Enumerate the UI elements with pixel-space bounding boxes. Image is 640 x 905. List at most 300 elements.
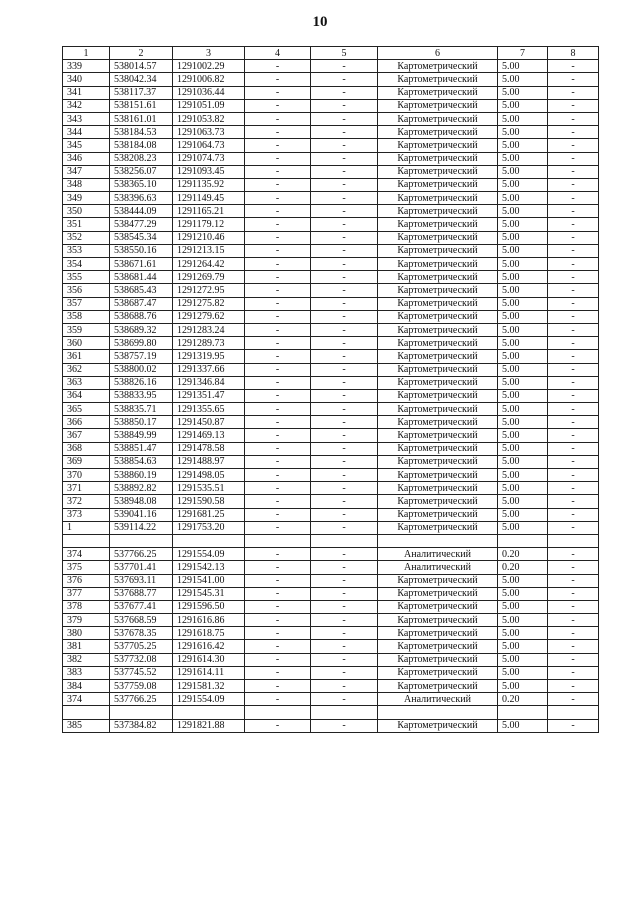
table-row (63, 126, 599, 139)
column-4-cell: - (245, 192, 311, 205)
column-4-cell: - (245, 666, 311, 679)
x-coordinate-cell: 538688.76 (110, 310, 173, 323)
column-8-cell: - (548, 521, 599, 534)
column-5-cell: - (311, 680, 378, 693)
column-5-cell: - (311, 640, 378, 653)
accuracy-cell: 5.00 (498, 600, 548, 613)
point-number-cell: 371 (63, 482, 110, 495)
table-row (63, 666, 599, 679)
column-4-cell: - (245, 99, 311, 112)
column-4-cell: - (245, 271, 311, 284)
table-row (63, 323, 599, 336)
y-coordinate-cell: 1291478.58 (173, 442, 245, 455)
table-row (63, 192, 599, 205)
accuracy-cell: 5.00 (498, 376, 548, 389)
method-cell: Аналитический (378, 548, 498, 561)
method-cell: Картометрический (378, 508, 498, 521)
column-4-cell: - (245, 337, 311, 350)
column-5-cell: - (311, 350, 378, 363)
x-coordinate-cell: 538151.61 (110, 99, 173, 112)
x-coordinate-cell: 538826.16 (110, 376, 173, 389)
column-4-cell: - (245, 455, 311, 468)
column-4-cell: - (245, 363, 311, 376)
method-cell: Картометрический (378, 323, 498, 336)
table-row (63, 271, 599, 284)
method-cell: Картометрический (378, 640, 498, 653)
y-coordinate-cell: 1291616.86 (173, 614, 245, 627)
x-coordinate-cell: 538550.16 (110, 244, 173, 257)
point-number-cell: 382 (63, 653, 110, 666)
empty-cell (245, 706, 311, 719)
method-cell: Картометрический (378, 653, 498, 666)
point-number-cell: 352 (63, 231, 110, 244)
method-cell: Картометрический (378, 442, 498, 455)
table-row (63, 627, 599, 640)
column-5-cell: - (311, 666, 378, 679)
y-coordinate-cell: 1291051.09 (173, 99, 245, 112)
column-8-cell: - (548, 640, 599, 653)
point-number-cell: 365 (63, 403, 110, 416)
x-coordinate-cell: 539041.16 (110, 508, 173, 521)
column-5-cell: - (311, 192, 378, 205)
y-coordinate-cell: 1291753.20 (173, 521, 245, 534)
column-4-cell: - (245, 403, 311, 416)
column-4-cell: - (245, 495, 311, 508)
empty-cell (173, 706, 245, 719)
column-4-cell: - (245, 231, 311, 244)
x-coordinate-cell: 537678.35 (110, 627, 173, 640)
y-coordinate-cell: 1291581.32 (173, 680, 245, 693)
column-8-cell: - (548, 244, 599, 257)
y-coordinate-cell: 1291351.47 (173, 389, 245, 402)
column-8-cell: - (548, 350, 599, 363)
method-cell: Картометрический (378, 244, 498, 257)
column-8-cell: - (548, 508, 599, 521)
y-coordinate-cell: 1291488.97 (173, 455, 245, 468)
column-4-cell: - (245, 508, 311, 521)
column-5-cell: - (311, 693, 378, 706)
x-coordinate-cell: 537766.25 (110, 693, 173, 706)
method-cell: Картометрический (378, 271, 498, 284)
column-5-cell: - (311, 218, 378, 231)
column-5-cell: - (311, 574, 378, 587)
table-row (63, 99, 599, 112)
table-row (63, 521, 599, 534)
y-coordinate-cell: 1291614.11 (173, 666, 245, 679)
point-number-cell: 346 (63, 152, 110, 165)
point-number-cell: 348 (63, 178, 110, 191)
column-5-cell: - (311, 337, 378, 350)
y-coordinate-cell: 1291002.29 (173, 60, 245, 73)
column-5-cell: - (311, 152, 378, 165)
column-4-cell: - (245, 389, 311, 402)
table-row (63, 178, 599, 191)
column-8-cell: - (548, 693, 599, 706)
column-8-cell: - (548, 73, 599, 86)
method-cell: Картометрический (378, 587, 498, 600)
accuracy-cell: 5.00 (498, 192, 548, 205)
column-8-cell: - (548, 310, 599, 323)
column-8-cell: - (548, 192, 599, 205)
method-cell: Картометрический (378, 152, 498, 165)
table-row (63, 112, 599, 125)
method-cell: Картометрический (378, 139, 498, 152)
point-number-cell: 385 (63, 719, 110, 732)
point-number-cell: 355 (63, 271, 110, 284)
empty-cell (548, 706, 599, 719)
column-8-cell: - (548, 205, 599, 218)
accuracy-cell: 5.00 (498, 86, 548, 99)
x-coordinate-cell: 538854.63 (110, 455, 173, 468)
method-cell: Картометрический (378, 469, 498, 482)
column-4-cell: - (245, 640, 311, 653)
point-number-cell: 356 (63, 284, 110, 297)
accuracy-cell: 5.00 (498, 112, 548, 125)
point-number-cell: 384 (63, 680, 110, 693)
column-4-cell: - (245, 469, 311, 482)
column-4-cell: - (245, 376, 311, 389)
point-number-cell: 361 (63, 350, 110, 363)
column-5-cell: - (311, 429, 378, 442)
column-4-cell: - (245, 653, 311, 666)
point-number-cell: 380 (63, 627, 110, 640)
x-coordinate-cell: 538850.17 (110, 416, 173, 429)
x-coordinate-cell: 537705.25 (110, 640, 173, 653)
point-number-cell: 362 (63, 363, 110, 376)
table-row (63, 455, 599, 468)
column-4-cell: - (245, 152, 311, 165)
method-cell: Картометрический (378, 403, 498, 416)
accuracy-cell: 5.00 (498, 297, 548, 310)
x-coordinate-cell: 538256.07 (110, 165, 173, 178)
point-number-cell: 373 (63, 508, 110, 521)
column-4-cell: - (245, 310, 311, 323)
accuracy-cell: 5.00 (498, 653, 548, 666)
point-number-cell: 383 (63, 666, 110, 679)
point-number-cell: 364 (63, 389, 110, 402)
method-cell: Картометрический (378, 627, 498, 640)
empty-cell (311, 706, 378, 719)
column-8-cell: - (548, 614, 599, 627)
page-number: 10 (312, 14, 328, 30)
table-row (63, 561, 599, 574)
point-number-cell: 349 (63, 192, 110, 205)
point-number-cell: 344 (63, 126, 110, 139)
x-coordinate-cell: 537759.08 (110, 680, 173, 693)
x-coordinate-cell: 538396.63 (110, 192, 173, 205)
table-row (63, 337, 599, 350)
column-8-cell: - (548, 495, 599, 508)
y-coordinate-cell: 1291542.13 (173, 561, 245, 574)
method-cell: Картометрический (378, 60, 498, 73)
column-header: 8 (548, 47, 599, 60)
column-4-cell: - (245, 139, 311, 152)
method-cell: Картометрический (378, 205, 498, 218)
point-number-cell: 381 (63, 640, 110, 653)
column-5-cell: - (311, 495, 378, 508)
x-coordinate-cell: 538835.71 (110, 403, 173, 416)
column-5-cell: - (311, 376, 378, 389)
table-row (63, 60, 599, 73)
column-header: 5 (311, 47, 378, 60)
empty-cell (498, 534, 548, 547)
y-coordinate-cell: 1291614.30 (173, 653, 245, 666)
accuracy-cell: 0.20 (498, 693, 548, 706)
x-coordinate-cell: 538208.23 (110, 152, 173, 165)
accuracy-cell: 0.20 (498, 548, 548, 561)
column-4-cell: - (245, 86, 311, 99)
accuracy-cell: 5.00 (498, 627, 548, 640)
column-8-cell: - (548, 231, 599, 244)
x-coordinate-cell: 538699.80 (110, 337, 173, 350)
column-8-cell: - (548, 284, 599, 297)
y-coordinate-cell: 1291179.12 (173, 218, 245, 231)
table-row (63, 719, 599, 732)
point-number-cell: 351 (63, 218, 110, 231)
column-8-cell: - (548, 60, 599, 73)
x-coordinate-cell: 538948.08 (110, 495, 173, 508)
column-8-cell: - (548, 561, 599, 574)
column-8-cell: - (548, 297, 599, 310)
y-coordinate-cell: 1291355.65 (173, 403, 245, 416)
method-cell: Картометрический (378, 350, 498, 363)
point-number-cell: 378 (63, 600, 110, 613)
y-coordinate-cell: 1291135.92 (173, 178, 245, 191)
column-5-cell: - (311, 297, 378, 310)
method-cell: Картометрический (378, 416, 498, 429)
point-number-cell: 341 (63, 86, 110, 99)
x-coordinate-cell: 538685.43 (110, 284, 173, 297)
empty-cell (311, 534, 378, 547)
column-4-cell: - (245, 561, 311, 574)
column-header: 4 (245, 47, 311, 60)
method-cell: Картометрический (378, 99, 498, 112)
column-4-cell: - (245, 205, 311, 218)
column-5-cell: - (311, 719, 378, 732)
column-8-cell: - (548, 218, 599, 231)
y-coordinate-cell: 1291053.82 (173, 112, 245, 125)
accuracy-cell: 5.00 (498, 666, 548, 679)
point-number-cell: 377 (63, 587, 110, 600)
accuracy-cell: 5.00 (498, 178, 548, 191)
column-5-cell: - (311, 416, 378, 429)
empty-cell (173, 534, 245, 547)
column-4-cell: - (245, 297, 311, 310)
column-8-cell: - (548, 363, 599, 376)
point-number-cell: 347 (63, 165, 110, 178)
method-cell: Картометрический (378, 429, 498, 442)
column-8-cell: - (548, 680, 599, 693)
method-cell: Картометрический (378, 258, 498, 271)
column-4-cell: - (245, 442, 311, 455)
column-5-cell: - (311, 614, 378, 627)
method-cell: Аналитический (378, 561, 498, 574)
column-8-cell: - (548, 574, 599, 587)
y-coordinate-cell: 1291545.31 (173, 587, 245, 600)
column-5-cell: - (311, 587, 378, 600)
point-number-cell: 350 (63, 205, 110, 218)
table-row (63, 508, 599, 521)
column-5-cell: - (311, 139, 378, 152)
accuracy-cell: 5.00 (498, 60, 548, 73)
method-cell: Картометрический (378, 112, 498, 125)
accuracy-cell: 5.00 (498, 139, 548, 152)
y-coordinate-cell: 1291498.05 (173, 469, 245, 482)
y-coordinate-cell: 1291337.66 (173, 363, 245, 376)
y-coordinate-cell: 1291279.62 (173, 310, 245, 323)
column-5-cell: - (311, 244, 378, 257)
table-row (63, 152, 599, 165)
accuracy-cell: 5.00 (498, 574, 548, 587)
accuracy-cell: 5.00 (498, 640, 548, 653)
column-5-cell: - (311, 561, 378, 574)
point-number-cell: 367 (63, 429, 110, 442)
y-coordinate-cell: 1291596.50 (173, 600, 245, 613)
column-8-cell: - (548, 653, 599, 666)
column-8-cell: - (548, 139, 599, 152)
y-coordinate-cell: 1291590.58 (173, 495, 245, 508)
method-cell: Картометрический (378, 600, 498, 613)
column-4-cell: - (245, 416, 311, 429)
y-coordinate-cell: 1291165.21 (173, 205, 245, 218)
column-5-cell: - (311, 126, 378, 139)
column-5-cell: - (311, 508, 378, 521)
accuracy-cell: 5.00 (498, 429, 548, 442)
column-8-cell: - (548, 112, 599, 125)
point-number-cell: 342 (63, 99, 110, 112)
x-coordinate-cell: 538161.01 (110, 112, 173, 125)
y-coordinate-cell: 1291063.73 (173, 126, 245, 139)
x-coordinate-cell: 538892.82 (110, 482, 173, 495)
y-coordinate-cell: 1291074.73 (173, 152, 245, 165)
column-5-cell: - (311, 205, 378, 218)
y-coordinate-cell: 1291618.75 (173, 627, 245, 640)
point-number-cell: 374 (63, 548, 110, 561)
column-8-cell: - (548, 548, 599, 561)
column-8-cell: - (548, 482, 599, 495)
table-row (63, 389, 599, 402)
table-row (63, 258, 599, 271)
point-number-cell: 372 (63, 495, 110, 508)
method-cell: Картометрический (378, 495, 498, 508)
accuracy-cell: 5.00 (498, 271, 548, 284)
empty-cell (63, 534, 110, 547)
table-spacer-row (63, 706, 599, 719)
x-coordinate-cell: 537677.41 (110, 600, 173, 613)
y-coordinate-cell: 1291283.24 (173, 323, 245, 336)
table-row (63, 482, 599, 495)
column-5-cell: - (311, 600, 378, 613)
y-coordinate-cell: 1291346.84 (173, 376, 245, 389)
x-coordinate-cell: 538545.34 (110, 231, 173, 244)
column-8-cell: - (548, 323, 599, 336)
column-5-cell: - (311, 165, 378, 178)
table-spacer-row (63, 534, 599, 547)
point-number-cell: 359 (63, 323, 110, 336)
column-4-cell: - (245, 258, 311, 271)
point-number-cell: 363 (63, 376, 110, 389)
method-cell: Картометрический (378, 192, 498, 205)
column-8-cell: - (548, 86, 599, 99)
column-4-cell: - (245, 587, 311, 600)
method-cell: Картометрический (378, 389, 498, 402)
accuracy-cell: 5.00 (498, 284, 548, 297)
x-coordinate-cell: 538444.09 (110, 205, 173, 218)
method-cell: Картометрический (378, 165, 498, 178)
column-8-cell: - (548, 376, 599, 389)
column-5-cell: - (311, 73, 378, 86)
x-coordinate-cell: 539114.22 (110, 521, 173, 534)
column-5-cell: - (311, 653, 378, 666)
column-8-cell: - (548, 258, 599, 271)
point-number-cell: 357 (63, 297, 110, 310)
accuracy-cell: 5.00 (498, 680, 548, 693)
table-row (63, 86, 599, 99)
method-cell: Картометрический (378, 521, 498, 534)
x-coordinate-cell: 538014.57 (110, 60, 173, 73)
y-coordinate-cell: 1291554.09 (173, 693, 245, 706)
point-number-cell: 353 (63, 244, 110, 257)
point-number-cell: 1 (63, 521, 110, 534)
table-row (63, 376, 599, 389)
table-row (63, 614, 599, 627)
x-coordinate-cell: 538849.99 (110, 429, 173, 442)
empty-cell (378, 534, 498, 547)
x-coordinate-cell: 538757.19 (110, 350, 173, 363)
x-coordinate-cell: 538687.47 (110, 297, 173, 310)
x-coordinate-cell: 538800.02 (110, 363, 173, 376)
column-8-cell: - (548, 152, 599, 165)
column-8-cell: - (548, 178, 599, 191)
table-row (63, 429, 599, 442)
table-row (63, 165, 599, 178)
column-8-cell: - (548, 587, 599, 600)
empty-cell (498, 706, 548, 719)
method-cell: Картометрический (378, 178, 498, 191)
x-coordinate-cell: 537701.41 (110, 561, 173, 574)
column-8-cell: - (548, 389, 599, 402)
column-4-cell: - (245, 73, 311, 86)
empty-cell (110, 706, 173, 719)
y-coordinate-cell: 1291149.45 (173, 192, 245, 205)
column-5-cell: - (311, 389, 378, 402)
empty-cell (378, 706, 498, 719)
column-4-cell: - (245, 614, 311, 627)
table-row (63, 363, 599, 376)
table-row (63, 548, 599, 561)
accuracy-cell: 5.00 (498, 258, 548, 271)
x-coordinate-cell: 538117.37 (110, 86, 173, 99)
x-coordinate-cell: 538689.32 (110, 323, 173, 336)
column-4-cell: - (245, 574, 311, 587)
method-cell: Картометрический (378, 73, 498, 86)
accuracy-cell: 5.00 (498, 442, 548, 455)
method-cell: Картометрический (378, 614, 498, 627)
x-coordinate-cell: 537688.77 (110, 587, 173, 600)
x-coordinate-cell: 537732.08 (110, 653, 173, 666)
table-row (63, 693, 599, 706)
y-coordinate-cell: 1291064.73 (173, 139, 245, 152)
y-coordinate-cell: 1291821.88 (173, 719, 245, 732)
column-4-cell: - (245, 244, 311, 257)
column-4-cell: - (245, 284, 311, 297)
accuracy-cell: 5.00 (498, 99, 548, 112)
x-coordinate-cell: 538851.47 (110, 442, 173, 455)
y-coordinate-cell: 1291289.73 (173, 337, 245, 350)
column-8-cell: - (548, 416, 599, 429)
accuracy-cell: 5.00 (498, 363, 548, 376)
x-coordinate-cell: 538671.61 (110, 258, 173, 271)
